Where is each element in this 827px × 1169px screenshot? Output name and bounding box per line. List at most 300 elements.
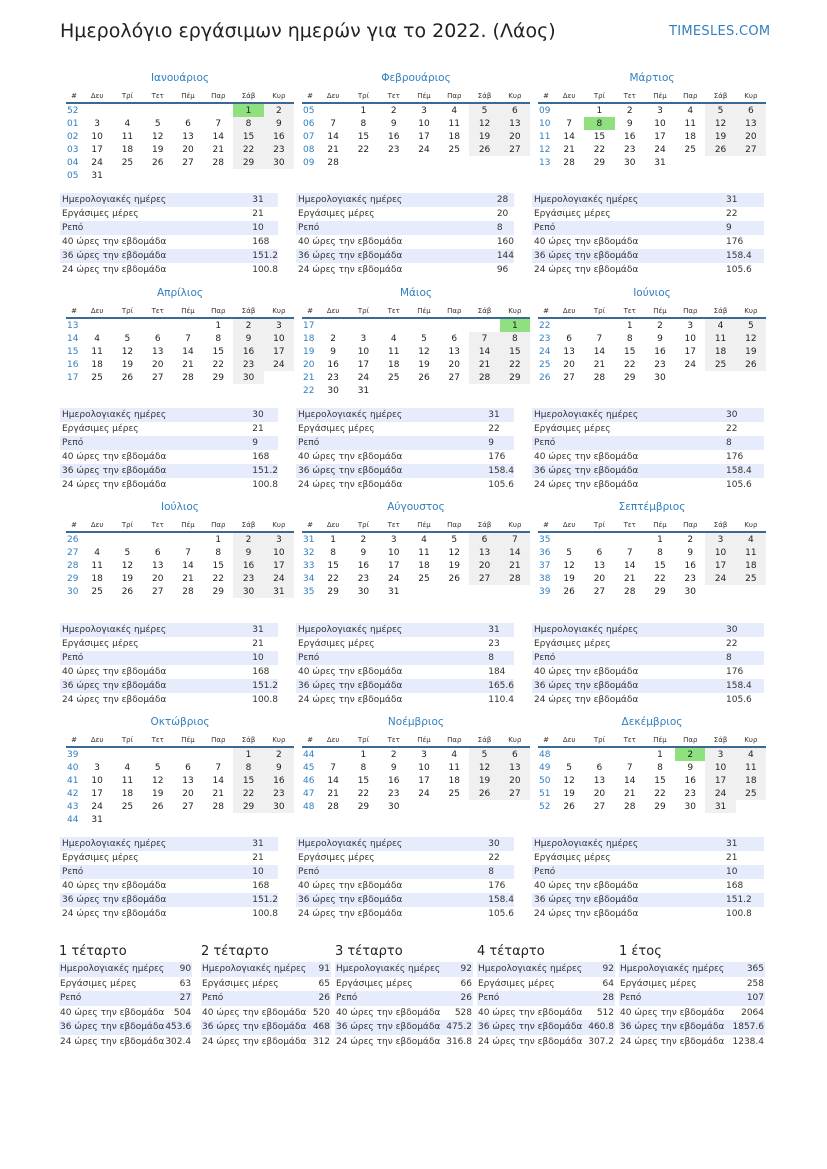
day-cell[interactable]: 10 [264, 332, 294, 345]
day-cell[interactable]: 20 [448, 359, 460, 370]
day-cell[interactable]: 29 [212, 586, 224, 597]
day-cell[interactable]: 5 [469, 747, 499, 761]
day-cell[interactable]: 26 [151, 157, 164, 168]
day-cell[interactable]: 30 [233, 371, 263, 384]
day-cell[interactable]: 12 [736, 332, 766, 345]
day-cell[interactable]: 21 [623, 788, 636, 799]
day-cell[interactable]: 22 [654, 788, 666, 799]
day-cell[interactable]: 9 [330, 346, 336, 357]
day-cell[interactable]: 14 [623, 775, 636, 786]
day-cell[interactable]: 21 [182, 359, 194, 370]
day-cell[interactable]: 22 [233, 143, 263, 156]
day-cell[interactable]: 27 [469, 572, 499, 585]
day-cell[interactable]: 28 [212, 801, 224, 812]
day-cell[interactable]: 8 [500, 332, 530, 345]
day-cell[interactable]: 28 [500, 572, 530, 585]
day-cell[interactable]: 12 [705, 117, 735, 130]
day-cell[interactable]: 26 [469, 143, 499, 156]
day-cell[interactable]: 23 [387, 144, 400, 155]
day-cell[interactable]: 13 [182, 131, 194, 142]
day-cell[interactable]: 22 [327, 573, 339, 584]
day-cell[interactable]: 17 [705, 774, 735, 787]
day-cell[interactable]: 19 [705, 130, 735, 143]
day-cell[interactable]: 17 [264, 345, 294, 358]
day-cell[interactable]: 23 [233, 572, 263, 585]
day-cell[interactable]: 11 [91, 346, 103, 357]
day-cell[interactable]: 8 [360, 118, 367, 129]
day-cell[interactable]: 7 [500, 532, 530, 546]
day-cell[interactable]: 11 [91, 560, 103, 571]
day-cell[interactable]: 14 [327, 775, 339, 786]
day-cell[interactable]: 2 [264, 103, 294, 117]
day-cell[interactable]: 12 [563, 775, 575, 786]
day-cell[interactable]: 20 [151, 573, 164, 584]
day-cell[interactable]: 25 [121, 157, 134, 168]
day-cell[interactable]: 9 [390, 118, 397, 129]
day-cell[interactable]: 29 [327, 586, 339, 597]
day-cell[interactable]: 21 [563, 144, 575, 155]
day-cell[interactable]: 13 [469, 546, 499, 559]
day-cell[interactable]: 31 [264, 585, 294, 598]
day-cell[interactable]: 25 [121, 801, 134, 812]
day-cell[interactable]: 5 [566, 547, 572, 558]
day-cell[interactable]: 13 [500, 117, 530, 130]
day-cell[interactable]: 24 [264, 572, 294, 585]
day-cell[interactable]: 10 [264, 546, 294, 559]
day-cell[interactable]: 3 [705, 532, 735, 546]
day-cell[interactable]: 5 [124, 547, 131, 558]
day-cell[interactable]: 1 [626, 320, 633, 331]
day-cell[interactable]: 25 [736, 572, 766, 585]
day-cell[interactable]: 12 [121, 346, 134, 357]
day-cell[interactable]: 15 [623, 346, 636, 357]
day-cell[interactable]: 9 [360, 547, 367, 558]
day-cell[interactable]: 9 [264, 117, 294, 130]
day-cell[interactable]: 30 [684, 801, 696, 812]
day-cell[interactable]: 2 [390, 105, 397, 116]
day-cell[interactable]: 3 [360, 333, 367, 344]
day-cell[interactable]: 4 [390, 333, 397, 344]
day-cell[interactable]: 31 [91, 814, 103, 825]
day-cell[interactable]: 1 [233, 103, 263, 117]
day-cell[interactable]: 28 [327, 157, 339, 168]
day-cell[interactable]: 19 [469, 130, 499, 143]
day-cell[interactable]: 16 [654, 346, 666, 357]
day-cell[interactable]: 20 [151, 359, 164, 370]
day-cell[interactable]: 15 [212, 560, 224, 571]
day-cell[interactable]: 28 [593, 372, 606, 383]
day-cell[interactable]: 20 [593, 573, 606, 584]
day-cell[interactable]: 25 [418, 573, 430, 584]
day-cell[interactable]: 26 [563, 801, 575, 812]
day-cell[interactable]: 7 [215, 762, 222, 773]
day-cell[interactable]: 8 [215, 547, 222, 558]
day-cell[interactable]: 29 [357, 801, 370, 812]
day-cell[interactable]: 14 [327, 131, 339, 142]
day-cell[interactable]: 7 [215, 118, 222, 129]
day-cell[interactable]: 23 [654, 359, 666, 370]
day-cell[interactable]: 12 [151, 775, 164, 786]
day-cell[interactable]: 18 [418, 560, 430, 571]
day-cell[interactable]: 3 [390, 534, 397, 545]
day-cell[interactable]: 22 [233, 787, 263, 800]
day-cell[interactable]: 5 [154, 762, 161, 773]
day-cell[interactable]: 1 [215, 534, 222, 545]
day-cell[interactable]: 7 [330, 762, 336, 773]
day-cell[interactable]: 6 [451, 333, 458, 344]
day-cell[interactable]: 24 [418, 788, 430, 799]
day-cell[interactable]: 26 [448, 573, 460, 584]
day-cell[interactable]: 30 [327, 385, 339, 396]
day-cell[interactable]: 29 [212, 372, 224, 383]
day-cell[interactable]: 4 [705, 318, 735, 332]
day-cell[interactable]: 14 [182, 560, 194, 571]
day-cell[interactable]: 2 [687, 534, 694, 545]
day-cell[interactable]: 16 [357, 560, 370, 571]
day-cell[interactable]: 29 [654, 586, 666, 597]
day-cell[interactable]: 8 [233, 117, 263, 130]
day-cell[interactable]: 1 [215, 320, 222, 331]
day-cell[interactable]: 6 [469, 532, 499, 546]
day-cell[interactable]: 13 [500, 761, 530, 774]
day-cell[interactable]: 27 [500, 143, 530, 156]
day-cell[interactable]: 12 [121, 560, 134, 571]
day-cell[interactable]: 20 [736, 130, 766, 143]
day-cell[interactable]: 15 [212, 346, 224, 357]
day-cell[interactable]: 11 [736, 761, 766, 774]
day-cell[interactable]: 23 [327, 372, 339, 383]
day-cell[interactable]: 3 [421, 105, 427, 116]
day-cell[interactable]: 7 [469, 332, 499, 345]
day-cell[interactable]: 3 [687, 320, 694, 331]
day-cell[interactable]: 20 [500, 774, 530, 787]
day-cell[interactable]: 27 [151, 372, 164, 383]
day-cell[interactable]: 23 [623, 144, 636, 155]
day-cell[interactable]: 24 [91, 157, 103, 168]
day-cell[interactable]: 6 [154, 333, 161, 344]
day-cell[interactable]: 23 [357, 573, 370, 584]
day-cell[interactable]: 24 [654, 144, 666, 155]
day-cell[interactable]: 15 [233, 130, 263, 143]
day-cell[interactable]: 25 [448, 144, 460, 155]
day-cell[interactable]: 4 [124, 762, 131, 773]
day-cell[interactable]: 26 [736, 358, 766, 371]
day-cell[interactable]: 23 [264, 143, 294, 156]
day-cell[interactable]: 6 [596, 762, 603, 773]
day-cell[interactable]: 7 [626, 547, 633, 558]
day-cell[interactable]: 27 [182, 157, 194, 168]
day-cell[interactable]: 5 [469, 103, 499, 117]
day-cell[interactable]: 17 [264, 559, 294, 572]
day-cell[interactable]: 3 [421, 749, 427, 760]
day-cell[interactable]: 3 [705, 747, 735, 761]
day-cell[interactable]: 20 [593, 788, 606, 799]
day-cell[interactable]: 29 [593, 157, 606, 168]
day-cell[interactable]: 1 [500, 318, 530, 332]
day-cell[interactable]: 18 [387, 359, 400, 370]
day-cell[interactable]: 13 [151, 346, 164, 357]
day-cell[interactable]: 13 [593, 560, 606, 571]
day-cell[interactable]: 26 [469, 787, 499, 800]
day-cell[interactable]: 3 [657, 105, 663, 116]
day-cell[interactable]: 8 [233, 761, 263, 774]
day-cell[interactable]: 8 [657, 762, 663, 773]
day-cell[interactable]: 6 [566, 333, 572, 344]
day-cell[interactable]: 7 [185, 547, 191, 558]
day-cell[interactable]: 16 [233, 559, 263, 572]
day-cell[interactable]: 15 [357, 131, 370, 142]
day-cell[interactable]: 7 [626, 762, 633, 773]
day-cell[interactable]: 31 [387, 586, 400, 597]
day-cell[interactable]: 10 [387, 547, 400, 558]
day-cell[interactable]: 8 [626, 333, 633, 344]
day-cell[interactable]: 23 [233, 358, 263, 371]
day-cell[interactable]: 9 [657, 333, 663, 344]
brand-link[interactable]: TIMESLES.COM [669, 24, 771, 39]
day-cell[interactable]: 30 [654, 372, 666, 383]
day-cell[interactable]: 21 [327, 788, 339, 799]
day-cell[interactable]: 12 [448, 547, 460, 558]
day-cell[interactable]: 6 [185, 762, 191, 773]
day-cell[interactable]: 28 [623, 586, 636, 597]
day-cell[interactable]: 3 [264, 318, 294, 332]
day-cell[interactable]: 18 [448, 775, 460, 786]
day-cell[interactable]: 28 [182, 372, 194, 383]
day-cell[interactable]: 21 [212, 144, 224, 155]
day-cell[interactable]: 6 [500, 103, 530, 117]
day-cell[interactable]: 24 [91, 801, 103, 812]
day-cell[interactable]: 9 [233, 332, 263, 345]
day-cell[interactable]: 25 [736, 787, 766, 800]
day-cell[interactable]: 14 [212, 775, 224, 786]
day-cell[interactable]: 1 [657, 534, 663, 545]
day-cell[interactable]: 11 [387, 346, 400, 357]
day-cell[interactable]: 11 [121, 775, 134, 786]
day-cell[interactable]: 11 [418, 547, 430, 558]
day-cell[interactable]: 6 [596, 547, 603, 558]
day-cell[interactable]: 12 [418, 346, 430, 357]
day-cell[interactable]: 12 [469, 761, 499, 774]
day-cell[interactable]: 30 [264, 800, 294, 813]
day-cell[interactable]: 19 [151, 144, 164, 155]
day-cell[interactable]: 26 [563, 586, 575, 597]
day-cell[interactable]: 4 [687, 105, 694, 116]
day-cell[interactable]: 20 [563, 359, 575, 370]
day-cell[interactable]: 30 [357, 586, 370, 597]
day-cell[interactable]: 12 [563, 560, 575, 571]
day-cell[interactable]: 7 [566, 118, 572, 129]
day-cell[interactable]: 31 [357, 385, 370, 396]
day-cell[interactable]: 20 [182, 788, 194, 799]
day-cell[interactable]: 30 [264, 156, 294, 169]
day-cell[interactable]: 18 [121, 144, 134, 155]
day-cell[interactable]: 5 [736, 318, 766, 332]
day-cell[interactable]: 3 [94, 118, 100, 129]
day-cell[interactable]: 31 [654, 157, 666, 168]
day-cell[interactable]: 11 [448, 762, 460, 773]
day-cell[interactable]: 10 [91, 775, 103, 786]
day-cell[interactable]: 16 [684, 775, 696, 786]
day-cell[interactable]: 22 [212, 573, 224, 584]
day-cell[interactable]: 27 [593, 801, 606, 812]
day-cell[interactable]: 16 [233, 345, 263, 358]
day-cell[interactable]: 5 [566, 762, 572, 773]
day-cell[interactable]: 4 [736, 532, 766, 546]
day-cell[interactable]: 15 [654, 560, 666, 571]
day-cell[interactable]: 18 [684, 131, 696, 142]
day-cell[interactable]: 5 [705, 103, 735, 117]
day-cell[interactable]: 24 [705, 787, 735, 800]
day-cell[interactable]: 4 [94, 333, 100, 344]
day-cell[interactable]: 21 [593, 359, 606, 370]
day-cell[interactable]: 18 [736, 774, 766, 787]
day-cell[interactable]: 1 [657, 749, 663, 760]
day-cell[interactable]: 11 [736, 546, 766, 559]
day-cell[interactable]: 26 [418, 372, 430, 383]
day-cell[interactable]: 20 [500, 130, 530, 143]
day-cell[interactable]: 6 [154, 547, 161, 558]
day-cell[interactable]: 28 [182, 586, 194, 597]
day-cell[interactable]: 2 [233, 318, 263, 332]
day-cell[interactable]: 1 [596, 105, 603, 116]
day-cell[interactable]: 18 [705, 345, 735, 358]
day-cell[interactable]: 11 [705, 332, 735, 345]
day-cell[interactable]: 26 [121, 586, 134, 597]
day-cell[interactable]: 29 [623, 372, 636, 383]
day-cell[interactable]: 14 [500, 546, 530, 559]
day-cell[interactable]: 10 [418, 762, 430, 773]
day-cell[interactable]: 19 [469, 774, 499, 787]
day-cell[interactable]: 4 [451, 749, 458, 760]
day-cell[interactable]: 23 [264, 787, 294, 800]
day-cell[interactable]: 22 [654, 573, 666, 584]
day-cell[interactable]: 14 [212, 131, 224, 142]
day-cell[interactable]: 31 [705, 800, 735, 813]
day-cell[interactable]: 22 [593, 144, 606, 155]
day-cell[interactable]: 18 [91, 359, 103, 370]
day-cell[interactable]: 1 [360, 105, 367, 116]
day-cell[interactable]: 19 [121, 359, 134, 370]
day-cell[interactable]: 17 [91, 788, 103, 799]
day-cell[interactable]: 14 [563, 131, 575, 142]
day-cell[interactable]: 1 [360, 749, 367, 760]
day-cell[interactable]: 4 [736, 747, 766, 761]
day-cell[interactable]: 2 [390, 749, 397, 760]
day-cell[interactable]: 4 [94, 547, 100, 558]
day-cell[interactable]: 10 [705, 546, 735, 559]
day-cell[interactable]: 1 [233, 747, 263, 761]
day-cell[interactable]: 11 [448, 118, 460, 129]
day-cell[interactable]: 22 [357, 788, 370, 799]
day-cell[interactable]: 2 [330, 333, 336, 344]
day-cell[interactable]: 30 [684, 586, 696, 597]
day-cell[interactable]: 6 [736, 103, 766, 117]
day-cell[interactable]: 16 [327, 359, 339, 370]
day-cell[interactable]: 7 [185, 333, 191, 344]
day-cell[interactable]: 2 [264, 747, 294, 761]
day-cell[interactable]: 28 [623, 801, 636, 812]
day-cell[interactable]: 30 [623, 157, 636, 168]
day-cell[interactable]: 6 [500, 747, 530, 761]
day-cell[interactable]: 21 [469, 358, 499, 371]
day-cell[interactable]: 14 [623, 560, 636, 571]
day-cell[interactable]: 13 [151, 560, 164, 571]
day-cell[interactable]: 21 [327, 144, 339, 155]
day-cell[interactable]: 25 [705, 358, 735, 371]
day-cell[interactable]: 29 [233, 800, 263, 813]
day-cell[interactable]: 20 [182, 144, 194, 155]
day-cell[interactable]: 31 [91, 170, 103, 181]
day-cell[interactable]: 26 [151, 801, 164, 812]
day-cell[interactable]: 16 [387, 775, 400, 786]
day-cell[interactable]: 24 [357, 372, 370, 383]
day-cell[interactable]: 13 [563, 346, 575, 357]
day-cell[interactable]: 24 [705, 572, 735, 585]
day-cell[interactable]: 10 [684, 333, 696, 344]
day-cell[interactable]: 21 [212, 788, 224, 799]
day-cell[interactable]: 18 [121, 788, 134, 799]
day-cell[interactable]: 28 [327, 801, 339, 812]
day-cell[interactable]: 15 [500, 345, 530, 358]
day-cell[interactable]: 25 [684, 144, 696, 155]
day-cell[interactable]: 18 [91, 573, 103, 584]
day-cell[interactable]: 22 [357, 144, 370, 155]
day-cell[interactable]: 2 [360, 534, 367, 545]
day-cell[interactable]: 19 [563, 573, 575, 584]
day-cell[interactable]: 17 [387, 560, 400, 571]
day-cell[interactable]: 24 [684, 359, 696, 370]
day-cell[interactable]: 24 [387, 573, 400, 584]
day-cell[interactable]: 9 [687, 762, 694, 773]
day-cell[interactable]: 27 [182, 801, 194, 812]
day-cell[interactable]: 3 [264, 532, 294, 546]
day-cell[interactable]: 29 [500, 371, 530, 384]
day-cell[interactable]: 17 [91, 144, 103, 155]
day-cell[interactable]: 10 [418, 118, 430, 129]
day-cell[interactable]: 19 [736, 345, 766, 358]
day-cell[interactable]: 7 [330, 118, 336, 129]
day-cell[interactable]: 4 [124, 118, 131, 129]
day-cell[interactable]: 14 [469, 345, 499, 358]
day-cell[interactable]: 27 [563, 372, 575, 383]
day-cell[interactable]: 13 [736, 117, 766, 130]
day-cell[interactable]: 5 [421, 333, 427, 344]
day-cell[interactable]: 1 [330, 534, 336, 545]
day-cell[interactable]: 3 [94, 762, 100, 773]
day-cell[interactable]: 12 [469, 117, 499, 130]
day-cell[interactable]: 30 [387, 801, 400, 812]
day-cell[interactable]: 15 [357, 775, 370, 786]
day-cell[interactable]: 16 [387, 131, 400, 142]
day-cell[interactable]: 26 [121, 372, 134, 383]
day-cell[interactable]: 24 [418, 144, 430, 155]
day-cell[interactable]: 17 [705, 559, 735, 572]
day-cell[interactable]: 17 [654, 131, 666, 142]
day-cell[interactable]: 23 [387, 788, 400, 799]
day-cell[interactable]: 25 [448, 788, 460, 799]
day-cell[interactable]: 19 [121, 573, 134, 584]
day-cell[interactable]: 21 [182, 573, 194, 584]
day-cell[interactable]: 26 [705, 143, 735, 156]
day-cell[interactable]: 29 [233, 156, 263, 169]
day-cell[interactable]: 16 [264, 774, 294, 787]
day-cell[interactable]: 19 [563, 788, 575, 799]
day-cell[interactable]: 10 [705, 761, 735, 774]
day-cell[interactable]: 4 [421, 534, 427, 545]
day-cell[interactable]: 12 [151, 131, 164, 142]
day-cell[interactable]: 17 [357, 359, 370, 370]
day-cell[interactable]: 9 [264, 761, 294, 774]
